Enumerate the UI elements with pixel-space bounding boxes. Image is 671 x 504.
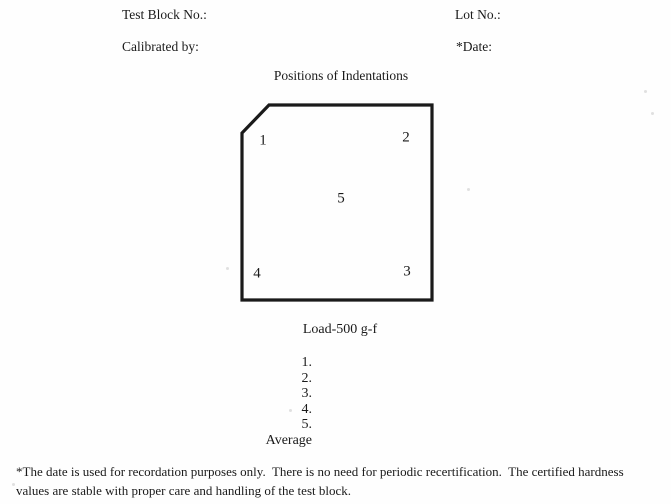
load-label: Load-500 g-f — [302, 322, 378, 337]
measurement-row-4: 4. — [301, 401, 312, 417]
indentation-position-5: 5 — [337, 190, 345, 207]
lot-no-label: Lot No.: — [455, 7, 501, 22]
indentation-position-4: 4 — [253, 265, 261, 282]
scan-speck — [651, 112, 654, 115]
diagram-title: Positions of Indentations — [273, 68, 409, 83]
scan-speck — [226, 267, 229, 270]
date-label: *Date: — [456, 39, 492, 54]
scan-speck — [644, 90, 647, 93]
measurement-row-1: 1. — [301, 355, 312, 370]
average-label: Average — [265, 432, 312, 448]
measurement-row-2: 2. — [301, 370, 312, 386]
calibrated-by-label: Calibrated by: — [122, 39, 199, 54]
measurement-row-5: 5. — [301, 417, 312, 433]
scan-speck — [467, 188, 470, 191]
footnote — [16, 463, 624, 500]
footnote-line-2: values are stable with proper care and handling of the test block. — [16, 482, 351, 498]
scan-speck — [289, 409, 292, 412]
indentation-position-2: 2 — [402, 129, 410, 146]
scan-speck — [12, 483, 15, 486]
measurement-row-3: 3. — [301, 386, 312, 402]
measurement-list — [248, 355, 312, 449]
indentation-position-1: 1 — [259, 132, 267, 149]
indentation-position-3: 3 — [403, 263, 411, 280]
test-block-no-label: Test Block No.: — [122, 7, 207, 22]
footnote-line-1: *The date is used for recordation purposes only. There is no need for periodic recertification. The certified hardness — [16, 464, 624, 479]
